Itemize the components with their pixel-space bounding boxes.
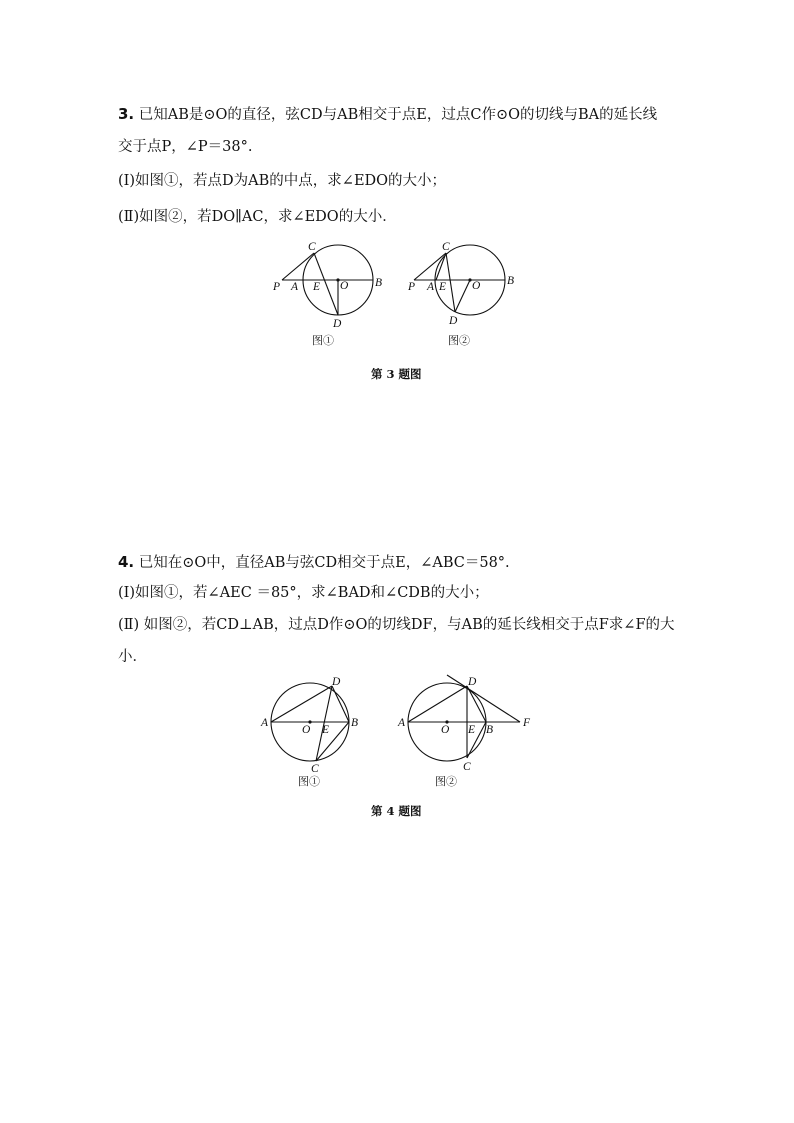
q3-fig2-caption: 图② (448, 335, 470, 347)
q4-line1 (118, 551, 510, 572)
q4-fig2-label-a: A (398, 717, 406, 729)
q4-fig1-label-e: E (322, 724, 330, 736)
q4-fig1-chord-db (332, 686, 349, 722)
q3-line2: 交于点P，∠P＝38°. (118, 139, 253, 155)
q3-fig1-label-o: O (340, 280, 349, 292)
q4-fig2-chord-ad (408, 686, 467, 722)
q3-text-line1: 已知AB是⊙O的直径，弦CD与AB相交于点E，过点C作⊙O的切线与BA的延长线 (138, 107, 658, 123)
q4-fig2-label-c: C (463, 761, 471, 773)
q4-part1: (Ⅰ)如图①，若∠AEC ＝85°，求∠BAD和∠CDB的大小； (118, 585, 489, 601)
q3-fig2-chord-cd (446, 253, 455, 312)
q3-fig2-label-c: C (442, 241, 450, 253)
q4-fig1-label-d: D (332, 676, 341, 688)
q3-part1: (Ⅰ)如图①，若点D为AB的中点，求∠EDO的大小； (118, 173, 447, 189)
q4-figure-2 (395, 672, 545, 792)
q4-fig1-label-a: A (261, 717, 269, 729)
q3-number: 3. (118, 105, 135, 123)
q4-fig2-tangent-df (447, 675, 520, 722)
q4-fig2-label-o: O (441, 724, 450, 736)
q4-fig2-label-f: F (523, 717, 531, 729)
q4-fig2-label-d: D (468, 676, 477, 688)
q3-fig2-label-d: D (449, 315, 458, 327)
q3-fig2-label-b: B (507, 275, 515, 287)
q4-part2-cont: 小． (118, 649, 147, 665)
q3-fig1-tangent-pc (282, 253, 314, 280)
q3-line1 (118, 103, 657, 124)
q3-figure-1 (270, 238, 390, 353)
q3-fig1-label-e: E (313, 281, 321, 293)
q4-part2: (Ⅱ) 如图②，若CD⊥AB，过点D作⊙O的切线DF，与AB的延长线相交于点F求∠F的大 (118, 617, 675, 633)
q4-fig2-caption: 图② (435, 776, 457, 788)
q3-fig2-label-o: O (472, 280, 481, 292)
q3-fig1-label-d: D (333, 318, 342, 330)
q4-fig1-label-c: C (311, 763, 319, 775)
q3-fig1-caption: 图① (312, 335, 334, 347)
q4-fig1-caption: 图① (298, 776, 320, 788)
q3-fig1-label-c: C (308, 241, 316, 253)
q3-fig1-label-b: B (375, 277, 383, 289)
q3-fig1-label-a: A (291, 281, 299, 293)
q4-fig1-label-o: O (302, 724, 311, 736)
q4-fig2-chord-db (467, 686, 486, 722)
q4-fig1-chord-ad (271, 686, 332, 722)
q4-number: 4. (118, 553, 135, 571)
q3-fig1-label-p: P (273, 281, 281, 293)
q3-part2: (Ⅱ)如图②，若DO∥AC，求∠EDO的大小． (118, 209, 397, 225)
q3-fig2-label-p: P (408, 281, 416, 293)
q4-fig2-label-e: E (468, 724, 476, 736)
q3-fig2-label-a: A (427, 281, 435, 293)
q4-figure-1 (258, 672, 368, 792)
q4-fig1-label-b: B (351, 717, 359, 729)
q4-figure-caption: 第 4 题图 (371, 804, 422, 818)
q4-text-line1: 已知在⊙O中，直径AB与弦CD相交于点E，∠ABC＝58°. (138, 555, 510, 571)
q3-figure-caption: 第 3 题图 (371, 367, 422, 381)
q3-fig2-radius-od (455, 280, 470, 312)
q3-figure-2 (402, 238, 527, 353)
q4-fig2-label-b: B (486, 724, 494, 736)
q3-fig2-label-e: E (439, 281, 447, 293)
